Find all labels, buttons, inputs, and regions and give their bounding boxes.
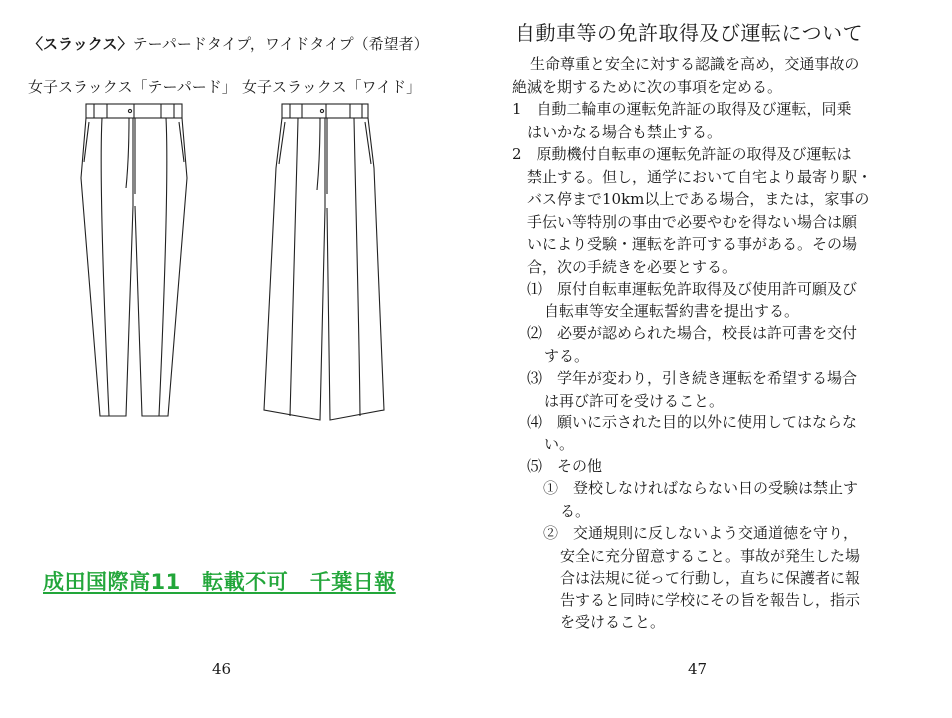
text-line: 生命尊重と安全に対する認識を高め，交通事故の xyxy=(530,55,860,73)
text-line: 絶滅を期するために次の事項を定める。 xyxy=(512,78,783,96)
text-line: 安全に充分留意すること。事故が発生した場 xyxy=(560,547,861,565)
text-line: ⑸ その他 xyxy=(527,457,603,475)
text-line: 禁止する。但し，通学において自宅より最寄り駅・ xyxy=(527,168,873,186)
page-title: 自動車等の免許取得及び運転について xyxy=(515,21,864,45)
text-line: 手伝い等特別の事由で必要やむを得ない場合は願 xyxy=(527,213,858,231)
tapered-slacks-illustration xyxy=(80,98,188,420)
page-number-right: 47 xyxy=(688,660,708,678)
text-line: 2 原動機付自転車の運転免許証の取得及び運転は xyxy=(512,145,852,163)
text-line: 自転車等安全運転誓約書を提出する。 xyxy=(544,302,800,320)
text-line: 1 自動二輪車の運転免許証の取得及び運転，同乗 xyxy=(512,100,852,118)
text-line: ② 交通規則に反しないよう交通道徳を守り， xyxy=(543,524,859,542)
wide-slacks-illustration xyxy=(262,98,386,423)
watermark-text: 成田国際高11 転載不可 千葉日報 xyxy=(43,570,396,594)
text-line: バス停まで10km以上である場合，または，家事の xyxy=(527,190,870,208)
section-title-label: 〈スラックス〉 xyxy=(28,35,133,53)
text-line: する。 xyxy=(544,347,590,365)
text-line: ⑷ 願いに示された目的以外に使用してはならな xyxy=(527,413,858,431)
text-line: ⑴ 原付自転車運転免許取得及び使用許可願及び xyxy=(527,280,858,298)
text-line: い。 xyxy=(544,435,575,453)
text-line: ⑵ 必要が認められた場合，校長は許可書を交付 xyxy=(527,324,858,342)
section-title xyxy=(28,33,429,54)
text-line: る。 xyxy=(560,502,591,520)
page-number-left: 46 xyxy=(212,660,232,678)
text-line: 告すると同時に学校にその旨を報告し，指示 xyxy=(560,591,861,609)
text-line: 合，次の手続きを必要とする。 xyxy=(527,258,738,276)
text-line: ① 登校しなければならない日の受験は禁止す xyxy=(543,479,859,497)
text-line: ⑶ 学年が変わり，引き続き運転を希望する場合 xyxy=(527,369,858,387)
text-line: はいかなる場合も禁止する。 xyxy=(527,123,723,141)
text-line: は再び許可を受けること。 xyxy=(544,392,725,410)
text-line: 合は法規に従って行動し，直ちに保護者に報 xyxy=(560,569,861,587)
caption-tapered: 女子スラックス「テーパード」 xyxy=(28,78,237,96)
text-line: を受けること。 xyxy=(560,613,666,631)
caption-wide: 女子スラックス「ワイド」 xyxy=(242,78,422,96)
section-title-description: テーパードタイプ，ワイドタイプ（希望者） xyxy=(132,35,429,53)
text-line: いにより受験・運転を許可する事がある。その場 xyxy=(527,235,858,253)
